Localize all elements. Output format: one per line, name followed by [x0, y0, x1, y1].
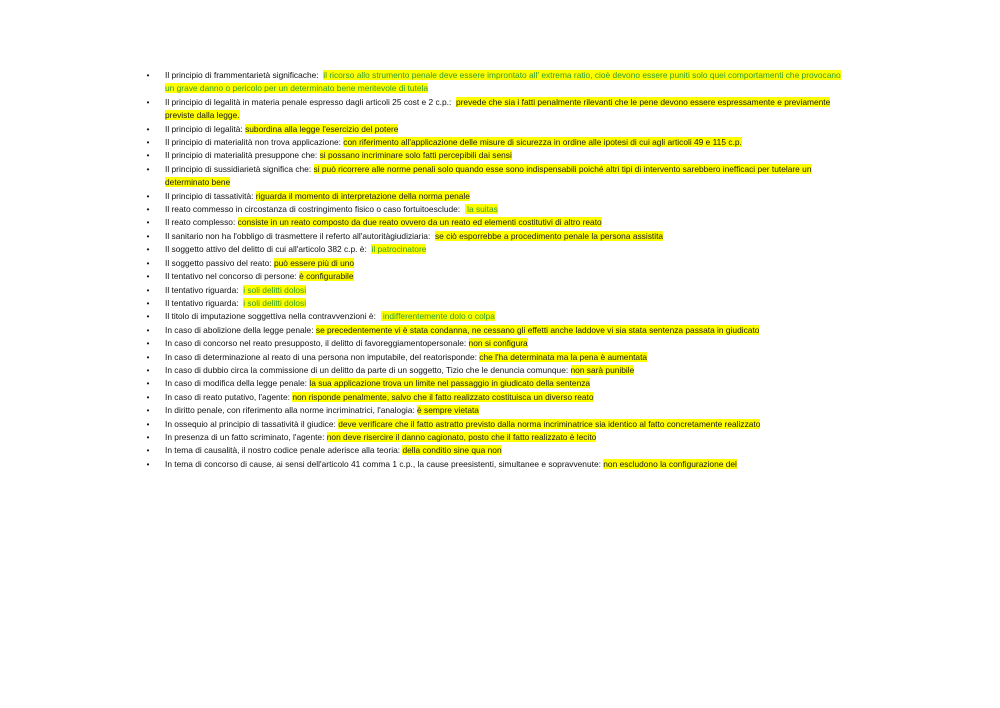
question-text: Il principio di tassatività:	[165, 190, 256, 201]
question-text: In tema di causalità, il nostro codice penale aderisce alla teoria:	[165, 445, 403, 456]
bullet-icon: •	[146, 446, 150, 456]
list-item	[143, 257, 843, 270]
list-item	[143, 310, 843, 323]
question-text: In caso di reato putativo, l'agente:	[165, 391, 293, 402]
list-item	[143, 324, 843, 337]
question-text: In ossequio al principio di tassatività il giudice:	[165, 418, 339, 429]
answer-highlight: che l'ha determinata ma la pena è aumentata	[479, 351, 648, 362]
bullet-icon: •	[146, 124, 150, 134]
bullet-icon: •	[146, 164, 150, 174]
question-text: Il principio di legalità in materia penale espresso dagli articoli 25 cost e 2 c.p.:	[165, 96, 456, 107]
answer-highlight: non deve risercire il danno cagionato, posto che il fatto realizzato è lecito	[326, 431, 597, 442]
list-item	[143, 243, 843, 256]
answer-highlight: non escludono la configurazione del	[603, 458, 737, 469]
bullet-icon: •	[146, 231, 150, 241]
bullet-icon: •	[146, 218, 150, 228]
answer-highlight: il ricorso allo strumento penale deve essere improntato all' extrema ratio, cioè devono essere puniti solo quei comportamenti che provocano un grave danno o pericolo per un determinato bene meritevole di tutela	[165, 70, 841, 94]
question-text: Il soggetto passivo del reato:	[165, 257, 274, 268]
question-text: Il tentativo nel concorso di persone:	[165, 271, 300, 282]
answer-highlight: subordina alla legge l'esercizio del potere	[245, 123, 399, 134]
question-text: Il sanitario non ha l'obbligo di trasmettere il referto all'autoritàgiudiziaria:	[165, 230, 435, 241]
answer-highlight: consiste in un reato composto da due reato ovvero da un reato ed elementi costitutivi di altro reato	[237, 217, 602, 228]
list-item	[143, 404, 843, 417]
question-text: Il principio di sussidiarietà significa che:	[165, 163, 314, 174]
bullet-icon: •	[146, 245, 150, 255]
question-text: Il reato commesso in circostanza di costringimento fisico o caso fortuitoesclude:	[165, 204, 465, 215]
answer-highlight: è sempre vietata	[417, 405, 479, 416]
answer-highlight: non risponde penalmente, salvo che il fatto realizzato costituisca un diverso reato	[292, 391, 594, 402]
bullet-icon: •	[146, 419, 150, 429]
question-text: In diritto penale, con riferimento alla norme incriminatrici, l'analogia:	[165, 405, 418, 416]
answer-highlight: non sarà punibile	[570, 364, 635, 375]
list-item	[143, 444, 843, 457]
answer-highlight: se precedentemente vi è stata condanna, ne cessano gli effetti anche laddove vi sia stata sentenza passata in giudicato	[315, 324, 760, 335]
question-text: In caso di determinazione al reato di una persona non imputabile, del reatorisponde:	[165, 351, 480, 362]
answer-highlight: indifferentemente dolo o colpa	[380, 311, 495, 322]
list-item	[143, 431, 843, 444]
bullet-icon: •	[146, 138, 150, 148]
question-text: In caso di concorso nel reato presupposto, il delitto di favoreggiamentopersonale:	[165, 338, 469, 349]
bullet-icon: •	[146, 272, 150, 282]
bullet-icon: •	[146, 151, 150, 161]
bullet-icon: •	[146, 191, 150, 201]
bullet-icon: •	[146, 285, 150, 295]
question-text: Il principio di frammentarietà significache:	[165, 70, 324, 80]
list-item	[143, 377, 843, 390]
question-text: In caso di modifica della legge penale:	[165, 378, 310, 389]
bullet-icon: •	[146, 379, 150, 389]
answer-highlight: prevede che sia i fatti penalmente rilevanti che le pene devono essere espressamente e previamente previste dalla legge.	[165, 96, 831, 121]
answer-highlight: deve verificare che il fatto astratto previsto dalla norma incriminatrice sia identico al fatto concretamente realizzato	[338, 418, 761, 429]
answer-highlight: può essere più di uno	[273, 257, 355, 268]
answer-highlight: il patrocinatore	[371, 244, 427, 255]
question-text: Il reato complesso:	[165, 217, 238, 228]
list-item	[143, 230, 843, 243]
list-item	[143, 351, 843, 364]
list-item	[143, 284, 843, 297]
answer-highlight: la sua applicazione trova un limite nel passaggio in giudicato della sentenza	[309, 378, 591, 389]
answer-highlight: si può ricorrere alle norme penali solo quando esse sono indispensabili poiché altri tipi di intervento sarebbero inefficaci per tutelare un determinato bene	[165, 163, 812, 188]
bullet-icon: •	[146, 205, 150, 215]
list-item	[143, 337, 843, 350]
list-item	[143, 458, 843, 471]
answer-highlight: la suitas	[464, 204, 498, 215]
answer-highlight: se ciò esporrebbe a procedimento penale la persona assistita	[434, 230, 664, 241]
question-text: In caso di abolizione della legge penale:	[165, 324, 316, 335]
question-text: Il principio di materialità presuppone che:	[165, 150, 320, 161]
list-item	[143, 297, 843, 310]
list-item	[143, 190, 843, 203]
bullet-icon: •	[146, 352, 150, 362]
bullet-icon: •	[146, 406, 150, 416]
list-item	[143, 270, 843, 283]
list-item	[143, 69, 843, 96]
bullet-icon: •	[146, 312, 150, 322]
list-item	[143, 136, 843, 149]
bullet-icon: •	[146, 258, 150, 268]
question-text: In tema di concorso di cause, ai sensi dell'articolo 41 comma 1 c.p., la cause preesistenti, simultanee e sopravvenute:	[165, 458, 604, 469]
bullet-icon: •	[146, 432, 150, 442]
bullet-icon: •	[146, 392, 150, 402]
bullet-icon: •	[146, 97, 150, 107]
bullet-icon: •	[146, 459, 150, 469]
question-text: In caso di dubbio circa la commissione di un delitto da parte di un soggetto, Tizio che le denuncia comunque:	[165, 364, 571, 375]
answer-highlight: i soli delitti dolosi	[243, 284, 307, 295]
list-item	[143, 123, 843, 136]
question-text: Il tentativo riguarda:	[165, 297, 244, 308]
list-item	[143, 364, 843, 377]
bullet-icon: •	[146, 325, 150, 335]
answer-highlight: si possano incriminare solo fatti percepibili dai sensi	[319, 150, 512, 161]
answer-highlight: non si configura	[468, 338, 528, 349]
bullet-icon: •	[146, 298, 150, 308]
list-item	[143, 163, 843, 190]
list-item	[143, 96, 843, 123]
question-text: Il principio di materialità non trova applicazione:	[165, 137, 344, 148]
list-item	[143, 203, 843, 216]
answer-highlight: i soli delitti dolosi	[243, 297, 307, 308]
question-text: Il principio di legalità:	[165, 123, 246, 134]
list-item	[143, 216, 843, 229]
bullet-icon: •	[146, 339, 150, 349]
list-item	[143, 418, 843, 431]
answer-highlight: con riferimento all'applicazione delle misure di sicurezza in ordine alle ipotesi di cui agli articoli 49 e 115 c.p.	[343, 137, 742, 148]
question-text: Il tentativo riguarda:	[165, 284, 244, 295]
bullet-icon: •	[146, 71, 150, 80]
answer-highlight: della conditio sine qua non	[402, 445, 502, 456]
question-text: Il titolo di imputazione soggettiva nella contravvenzioni è:	[165, 311, 381, 322]
list-item	[143, 149, 843, 162]
list-item	[143, 391, 843, 404]
answer-highlight: è configurabile	[299, 271, 354, 282]
bullet-icon: •	[146, 365, 150, 375]
answer-highlight: riguarda il momento di interpretazione della norma penale	[255, 190, 470, 201]
question-text: Il soggetto attivo del delitto di cui all'articolo 382 c.p. è:	[165, 244, 372, 255]
question-text: In presenza di un fatto scriminato, l'agente:	[165, 431, 327, 442]
question-answer-list	[143, 69, 843, 471]
